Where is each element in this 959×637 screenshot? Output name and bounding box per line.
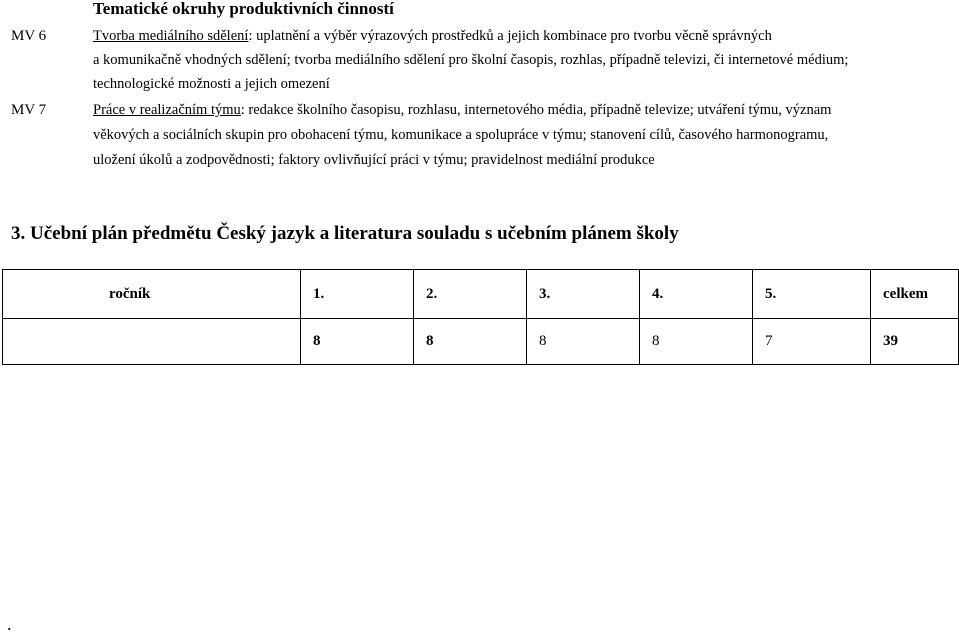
section-title-productive-activities: Tematické okruhy produktivních činností [93, 0, 394, 18]
table-header-cell: 4. [640, 270, 753, 319]
study-plan-table [2, 269, 959, 365]
table-header-cell: ročník [3, 270, 301, 319]
table-header-cell: 5. [753, 270, 871, 319]
section-heading-study-plan: 3. Učební plán předmětu Český jazyk a literatura souladu s učebním plánem školy [11, 223, 679, 244]
table-cell: 8 [527, 319, 640, 365]
item-mv7-line3: uložení úkolů a zodpovědnosti; faktory ovlivňující práci v týmu; pravidelnost mediální produkce [93, 152, 655, 168]
table-header-cell: 2. [414, 270, 527, 319]
table-header-cell: 1. [301, 270, 414, 319]
item-code-mv7: MV 7 [11, 102, 47, 118]
item-mv6-line1 [93, 27, 772, 45]
table-cell [3, 319, 301, 365]
item-mv7-title: Práce v realizačním týmu [93, 102, 241, 118]
item-mv7-line1-text: : redakce školního časopisu, rozhlasu, internetového média, případně televize; utváření týmu, význam [240, 102, 832, 118]
item-mv6-line3: technologické možnosti a jejich omezení [93, 76, 330, 92]
trailing-mark: . [7, 614, 12, 634]
table-cell: 8 [301, 319, 414, 365]
table-cell: 8 [414, 319, 527, 365]
table-cell: 39 [871, 319, 959, 365]
item-mv6-line1-text: : uplatnění a výběr výrazových prostředků a jejich kombinace pro tvorbu věcně správných [248, 28, 772, 44]
table-header-cell: celkem [871, 270, 959, 319]
table-header-row [3, 270, 959, 319]
item-code-mv6: MV 6 [11, 28, 47, 44]
table-row [3, 319, 959, 365]
item-mv7-line2: věkových a sociálních skupin pro obohacení týmu, komunikace a spolupráce v týmu; stanovení cílů, časového harmonogramu, [93, 127, 829, 143]
table-cell: 7 [753, 319, 871, 365]
item-mv6-title: Tvorba mediálního sdělení [93, 28, 249, 44]
table-cell: 8 [640, 319, 753, 365]
table-header-cell: 3. [527, 270, 640, 319]
item-mv6-line2: a komunikačně vhodných sdělení; tvorba mediálního sdělení pro školní časopis, rozhlas, případně televizi, či internetové médium; [93, 52, 849, 68]
item-mv7-line1 [93, 101, 831, 119]
